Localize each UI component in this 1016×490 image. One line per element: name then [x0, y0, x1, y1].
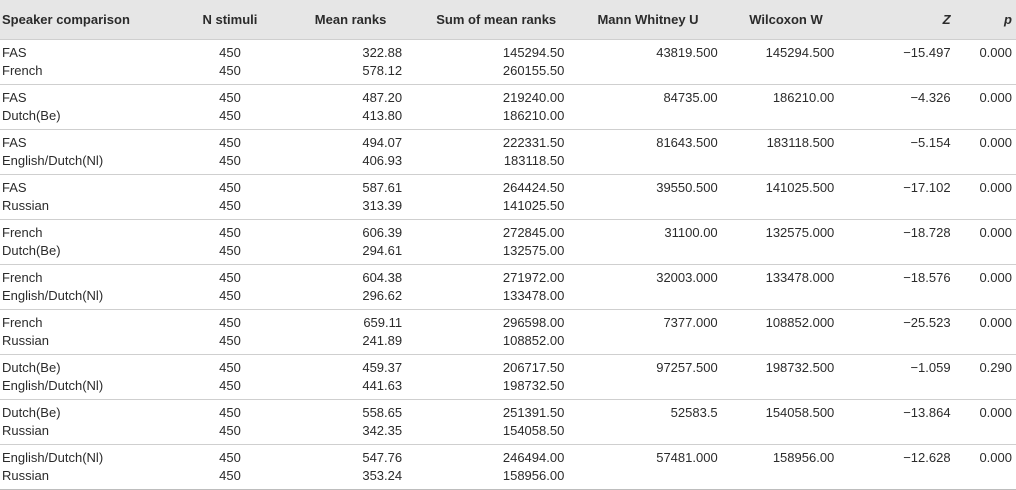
header-p: p — [1004, 11, 1012, 27]
speaker-comparison-cell-value: English/Dutch(Nl) — [2, 152, 104, 168]
mean-ranks-cell-value: 487.20 — [362, 89, 403, 105]
p-cell — [953, 354, 1016, 399]
sum-of-mean-ranks-cell — [422, 264, 570, 309]
header-sum-of-mean-ranks: Sum of mean ranks — [436, 11, 557, 27]
z-cell-value: −12.628 — [903, 449, 951, 465]
p-cell-value: 0.000 — [979, 134, 1012, 150]
n-stimuli-cell-value: 450 — [219, 152, 241, 168]
mean-ranks-cell-value: 459.37 — [362, 359, 403, 375]
mann-whitney-u-cell-value: 57481.000 — [656, 449, 718, 465]
sum-of-mean-ranks-cell-value: 271972.00 — [502, 269, 565, 285]
z-cell-value: −5.154 — [910, 134, 951, 150]
mean-ranks-cell — [279, 84, 422, 129]
n-stimuli-cell-value: 450 — [219, 449, 241, 465]
mean-ranks-cell-value: 441.63 — [362, 377, 403, 393]
speaker-comparison-cell-value: French — [2, 62, 43, 78]
mean-ranks-cell-value: 294.61 — [362, 242, 403, 258]
p-cell-value: 0.000 — [979, 269, 1012, 285]
speaker-comparison-cell-value: English/Dutch(Nl) — [2, 377, 104, 393]
z-cell — [846, 219, 952, 264]
n-stimuli-cell-value: 450 — [219, 314, 241, 330]
n-stimuli-cell-value: 450 — [219, 197, 241, 213]
wilcoxon-w-cell — [726, 174, 847, 219]
p-cell-value: 0.000 — [979, 449, 1012, 465]
z-cell — [846, 264, 952, 309]
mean-ranks-cell — [279, 309, 422, 354]
z-cell — [846, 399, 952, 444]
n-stimuli-cell-value: 450 — [219, 359, 241, 375]
sum-of-mean-ranks-cell — [422, 174, 570, 219]
n-stimuli-cell-value: 450 — [219, 89, 241, 105]
mean-ranks-cell-value: 604.38 — [362, 269, 403, 285]
p-cell — [953, 219, 1016, 264]
mann-whitney-u-cell — [570, 174, 725, 219]
z-cell — [846, 354, 952, 399]
p-cell-value: 0.000 — [979, 314, 1012, 330]
wilcoxon-w-cell — [726, 309, 847, 354]
mann-whitney-u-cell — [570, 399, 725, 444]
table-row — [0, 219, 1016, 264]
p-cell-value: 0.000 — [979, 179, 1012, 195]
mean-ranks-cell-value: 313.39 — [362, 197, 403, 213]
z-cell — [846, 39, 952, 84]
speaker-comparison-cell-value: FAS — [2, 44, 27, 60]
p-cell-value: 0.000 — [979, 224, 1012, 240]
mann-whitney-u-cell — [570, 309, 725, 354]
n-stimuli-cell — [181, 174, 279, 219]
mann-whitney-u-cell-value: 84735.00 — [663, 89, 718, 105]
mean-ranks-cell-value: 578.12 — [362, 62, 403, 78]
mann-whitney-u-cell-value: 81643.500 — [656, 134, 718, 150]
sum-of-mean-ranks-cell-value: 186210.00 — [502, 107, 565, 123]
mean-ranks-cell-value: 547.76 — [362, 449, 403, 465]
n-stimuli-cell-value: 450 — [219, 224, 241, 240]
mann-whitney-u-cell — [570, 354, 725, 399]
table-row — [0, 129, 1016, 174]
p-cell — [953, 309, 1016, 354]
speaker-comparison-cell-value: Russian — [2, 197, 49, 213]
sum-of-mean-ranks-cell — [422, 84, 570, 129]
sum-of-mean-ranks-cell-value: 260155.50 — [502, 62, 565, 78]
p-cell — [953, 174, 1016, 219]
wilcoxon-w-cell — [726, 354, 847, 399]
mean-ranks-cell — [279, 444, 422, 489]
speaker-comparison-cell — [0, 264, 181, 309]
speaker-comparison-cell-value: Dutch(Be) — [2, 107, 61, 123]
z-cell-value: −17.102 — [903, 179, 951, 195]
mean-ranks-cell-value: 606.39 — [362, 224, 403, 240]
sum-of-mean-ranks-cell-value: 198732.50 — [502, 377, 565, 393]
sum-of-mean-ranks-cell-value: 145294.50 — [502, 44, 565, 60]
mean-ranks-cell-value: 296.62 — [362, 287, 403, 303]
header-mean-ranks: Mean ranks — [314, 11, 387, 27]
speaker-comparison-cell-value: FAS — [2, 134, 27, 150]
wilcoxon-w-cell-value: 154058.500 — [765, 404, 835, 420]
mean-ranks-cell-value: 353.24 — [362, 467, 403, 483]
mann-whitney-u-cell-value: 31100.00 — [664, 224, 718, 240]
speaker-comparison-cell-value: Dutch(Be) — [2, 359, 61, 375]
mean-ranks-cell-value: 558.65 — [362, 404, 403, 420]
table-row — [0, 399, 1016, 444]
table-row — [0, 84, 1016, 129]
speaker-comparison-cell — [0, 174, 181, 219]
sum-of-mean-ranks-cell-value: 158956.00 — [502, 467, 565, 483]
sum-of-mean-ranks-cell-value: 272845.00 — [502, 224, 565, 240]
sum-of-mean-ranks-cell-value: 141025.50 — [502, 197, 565, 213]
p-cell — [953, 39, 1016, 84]
wilcoxon-w-cell — [726, 264, 847, 309]
speaker-comparison-cell — [0, 399, 181, 444]
n-stimuli-cell-value: 450 — [219, 44, 241, 60]
mean-ranks-cell-value: 494.07 — [362, 134, 403, 150]
wilcoxon-w-cell-value: 108852.000 — [765, 314, 835, 330]
wilcoxon-w-cell-value: 145294.500 — [765, 44, 835, 60]
table-row — [0, 354, 1016, 399]
speaker-comparison-cell-value: French — [2, 314, 43, 330]
n-stimuli-cell-value: 450 — [219, 242, 241, 258]
header-speaker-comparison: Speaker comparison — [2, 11, 130, 27]
wilcoxon-w-cell — [726, 444, 847, 489]
mean-ranks-cell — [279, 129, 422, 174]
n-stimuli-cell — [181, 39, 279, 84]
mann-whitney-u-cell-value: 39550.500 — [656, 179, 718, 195]
n-stimuli-cell — [181, 399, 279, 444]
speaker-comparison-cell — [0, 354, 181, 399]
p-cell — [953, 399, 1016, 444]
n-stimuli-cell-value: 450 — [219, 134, 241, 150]
speaker-comparison-cell — [0, 129, 181, 174]
mann-whitney-u-cell — [570, 264, 725, 309]
mean-ranks-cell — [279, 264, 422, 309]
n-stimuli-cell — [181, 444, 279, 489]
n-stimuli-cell-value: 450 — [219, 377, 241, 393]
table-row — [0, 264, 1016, 309]
n-stimuli-cell — [181, 264, 279, 309]
mann-whitney-u-cell-value: 7377.000 — [663, 314, 718, 330]
sum-of-mean-ranks-cell-value: 108852.00 — [502, 332, 565, 348]
z-cell — [846, 129, 952, 174]
z-cell-value: −18.728 — [903, 224, 951, 240]
speaker-comparison-cell-value: FAS — [2, 89, 27, 105]
wilcoxon-w-cell-value: 186210.00 — [772, 89, 835, 105]
z-cell-value: −13.864 — [903, 404, 951, 420]
speaker-comparison-cell-value: French — [2, 269, 43, 285]
table-row — [0, 444, 1016, 489]
sum-of-mean-ranks-cell — [422, 39, 570, 84]
speaker-comparison-cell-value: French — [2, 224, 43, 240]
wilcoxon-w-cell-value: 183118.500 — [766, 134, 835, 150]
n-stimuli-cell-value: 450 — [219, 332, 241, 348]
sum-of-mean-ranks-cell-value: 264424.50 — [502, 179, 565, 195]
n-stimuli-cell-value: 450 — [219, 107, 241, 123]
sum-of-mean-ranks-cell-value: 296598.00 — [502, 314, 565, 330]
sum-of-mean-ranks-cell-value: 133478.00 — [502, 287, 565, 303]
sum-of-mean-ranks-cell — [422, 444, 570, 489]
mean-ranks-cell-value: 322.88 — [362, 44, 403, 60]
sum-of-mean-ranks-cell-value: 219240.00 — [502, 89, 565, 105]
speaker-comparison-cell-value: Russian — [2, 422, 49, 438]
n-stimuli-cell — [181, 84, 279, 129]
mean-ranks-cell — [279, 174, 422, 219]
wilcoxon-w-cell-value: 132575.000 — [765, 224, 835, 240]
table-row — [0, 174, 1016, 219]
n-stimuli-cell-value: 450 — [219, 422, 241, 438]
mean-ranks-cell — [279, 219, 422, 264]
z-cell — [846, 444, 952, 489]
mann-whitney-u-cell — [570, 84, 725, 129]
wilcoxon-w-cell-value: 158956.00 — [772, 449, 835, 465]
mean-ranks-cell-value: 659.11 — [363, 314, 403, 330]
n-stimuli-cell-value: 450 — [219, 467, 241, 483]
n-stimuli-cell — [181, 129, 279, 174]
sum-of-mean-ranks-cell-value: 132575.00 — [502, 242, 565, 258]
speaker-comparison-cell — [0, 84, 181, 129]
wilcoxon-w-cell — [726, 39, 847, 84]
mean-ranks-cell — [279, 354, 422, 399]
speaker-comparison-cell-value: Dutch(Be) — [2, 242, 61, 258]
speaker-comparison-cell — [0, 219, 181, 264]
speaker-comparison-cell — [0, 444, 181, 489]
sum-of-mean-ranks-cell — [422, 129, 570, 174]
mann-whitney-u-cell — [570, 129, 725, 174]
speaker-comparison-cell-value: English/Dutch(Nl) — [2, 287, 104, 303]
speaker-comparison-cell-value: FAS — [2, 179, 27, 195]
sum-of-mean-ranks-cell-value: 222331.50 — [502, 134, 565, 150]
speaker-comparison-cell — [0, 309, 181, 354]
z-cell-value: −15.497 — [903, 44, 951, 60]
mann-whitney-u-cell-value: 52583.5 — [670, 404, 718, 420]
z-cell — [846, 309, 952, 354]
z-cell-value: −18.576 — [903, 269, 951, 285]
z-cell — [846, 174, 952, 219]
sum-of-mean-ranks-cell-value: 154058.50 — [502, 422, 565, 438]
p-cell-value: 0.000 — [979, 44, 1012, 60]
p-cell — [953, 129, 1016, 174]
z-cell — [846, 84, 952, 129]
p-cell-value: 0.000 — [979, 89, 1012, 105]
mean-ranks-cell — [279, 39, 422, 84]
sum-of-mean-ranks-cell-value: 246494.00 — [502, 449, 565, 465]
mean-ranks-cell-value: 413.80 — [362, 107, 403, 123]
sum-of-mean-ranks-cell-value: 183118.50 — [503, 152, 565, 168]
mean-ranks-cell — [279, 399, 422, 444]
speaker-comparison-cell-value: Dutch(Be) — [2, 404, 61, 420]
mann-whitney-u-cell — [570, 444, 725, 489]
header-mann-whitney-u: Mann Whitney U — [597, 11, 699, 27]
speaker-comparison-cell-value: Russian — [2, 332, 49, 348]
z-cell-value: −25.523 — [903, 314, 951, 330]
wilcoxon-w-cell-value: 198732.500 — [765, 359, 835, 375]
wilcoxon-w-cell-value: 141025.500 — [765, 179, 835, 195]
speaker-comparison-cell-value: English/Dutch(Nl) — [2, 449, 104, 465]
header-n-stimuli: N stimuli — [202, 11, 258, 27]
header-wilcoxon-w: Wilcoxon W — [749, 11, 823, 27]
mann-whitney-u-cell — [570, 219, 725, 264]
wilcoxon-w-cell — [726, 219, 847, 264]
n-stimuli-cell-value: 450 — [219, 179, 241, 195]
n-stimuli-cell-value: 450 — [219, 287, 241, 303]
table-row — [0, 309, 1016, 354]
mann-whitney-u-cell — [570, 39, 725, 84]
mean-ranks-cell-value: 406.93 — [362, 152, 403, 168]
n-stimuli-cell — [181, 219, 279, 264]
n-stimuli-cell — [181, 309, 279, 354]
n-stimuli-cell — [181, 354, 279, 399]
wilcoxon-w-cell-value: 133478.000 — [765, 269, 835, 285]
table-header-row — [0, 0, 1016, 39]
sum-of-mean-ranks-cell — [422, 309, 570, 354]
mann-whitney-u-cell-value: 97257.500 — [656, 359, 718, 375]
header-z: Z — [942, 11, 951, 27]
mann-whitney-u-cell-value: 43819.500 — [656, 44, 718, 60]
mean-ranks-cell-value: 342.35 — [362, 422, 403, 438]
speaker-comparison-cell — [0, 39, 181, 84]
z-cell-value: −4.326 — [910, 89, 951, 105]
p-cell — [953, 84, 1016, 129]
p-cell — [953, 264, 1016, 309]
sum-of-mean-ranks-cell — [422, 219, 570, 264]
sum-of-mean-ranks-cell-value: 251391.50 — [502, 404, 565, 420]
n-stimuli-cell-value: 450 — [219, 404, 241, 420]
mann-whitney-u-cell-value: 32003.000 — [656, 269, 718, 285]
p-cell-value: 0.290 — [979, 359, 1012, 375]
z-cell-value: −1.059 — [910, 359, 951, 375]
speaker-comparison-cell-value: Russian — [2, 467, 49, 483]
table-row — [0, 39, 1016, 84]
wilcoxon-w-cell — [726, 84, 847, 129]
wilcoxon-w-cell — [726, 399, 847, 444]
mean-ranks-cell-value: 587.61 — [362, 179, 403, 195]
sum-of-mean-ranks-cell — [422, 399, 570, 444]
p-cell — [953, 444, 1016, 489]
sum-of-mean-ranks-cell — [422, 354, 570, 399]
n-stimuli-cell-value: 450 — [219, 269, 241, 285]
wilcoxon-w-cell — [726, 129, 847, 174]
n-stimuli-cell-value: 450 — [219, 62, 241, 78]
p-cell-value: 0.000 — [979, 404, 1012, 420]
mean-ranks-cell-value: 241.89 — [362, 332, 403, 348]
sum-of-mean-ranks-cell-value: 206717.50 — [502, 359, 565, 375]
